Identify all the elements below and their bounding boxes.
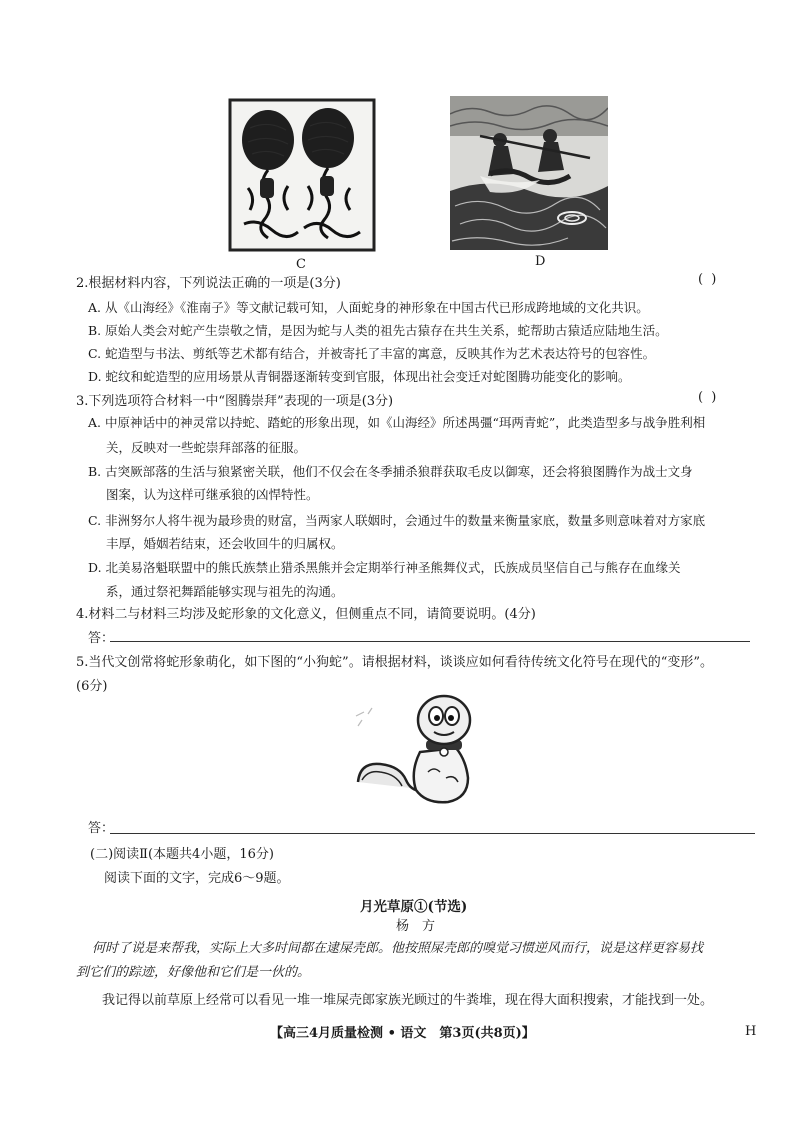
figure-c-label: C <box>296 257 306 272</box>
figure-d-label: D <box>535 254 546 269</box>
article-paragraph-1-line-1: 何时了说是来帮我，实际上大多时间都在逮屎壳郎。他按照屎壳郎的嗅觉习惯逆风而行，说是这样更容易找 <box>92 941 704 956</box>
question-3-option-b-line2: 图案，认为这样可继承狼的凶悍特性。 <box>106 487 319 502</box>
question-2-answer-blank: ( ) <box>698 272 719 287</box>
figure-d-drawing <box>450 96 608 250</box>
question-3-option-d-line2: 系，通过祭祀舞蹈能够实现与祖先的沟通。 <box>106 584 344 599</box>
question-4-stem: 4.材料二与材料三均涉及蛇形象的文化意义，但侧重点不同，请简要说明。(4分) <box>76 607 536 622</box>
question-3-option-c-line2: 丰厚，婚姻若结束，还会收回牛的归属权。 <box>106 536 344 551</box>
cartoon-dog-snake-drawing <box>350 690 490 808</box>
question-3-option-b-line1: B. 古突厥部落的生活与狼紧密关联，他们不仅会在冬季捕杀狼群获取毛皮以御寒，还会将狼图腾作为战士文身 <box>88 464 693 479</box>
question-3-stem: 3.下列选项符合材料一中“图腾崇拜”表现的一项是(3分) <box>76 394 394 409</box>
section-2-instruction: 阅读下面的文字，完成6～9题。 <box>104 871 290 886</box>
question-2-option-b: B. 原始人类会对蛇产生崇敬之情，是因为蛇与人类的祖先古猿存在共生关系，蛇帮助古猿适应陆地生活。 <box>88 323 668 338</box>
question-3-answer-blank: ( ) <box>698 390 719 405</box>
paper-code: H <box>745 1024 757 1039</box>
figure-c-image <box>228 98 376 252</box>
question-3-option-a-line1: A. 中原神话中的神灵常以持蛇、踏蛇的形象出现，如《山海经》所述禺彊“珥两青蛇”，此类造型多与战争胜利相 <box>88 415 706 430</box>
question-5-stem: 5.当代文创常将蛇形象萌化，如下图的“小狗蛇”。请根据材料，谈谈应如何看待传统文化符号在现代的“变形”。 <box>76 655 713 670</box>
question-3-option-c-line1: C. 非洲努尔人将牛视为最珍贵的财富，当两家人联姻时，会通过牛的数量来衡量家底，数量多则意味着对方家底 <box>88 513 706 528</box>
figure-c-drawing <box>228 98 376 252</box>
cartoon-dog-snake-image <box>350 690 490 808</box>
question-5-points: (6分) <box>76 679 108 694</box>
question-5-answer-line[interactable] <box>110 833 755 834</box>
question-4-answer-label: 答： <box>88 631 115 646</box>
question-3-option-d-line1: D. 北美易洛魁联盟中的熊氏族禁止猎杀黑熊并会定期举行神圣熊舞仪式，氏族成员坚信自己与熊存在血缘关 <box>88 560 681 575</box>
question-2-option-c: C. 蛇造型与书法、剪纸等艺术都有结合，并被寄托了丰富的寓意，反映其作为艺术表达符号的包容性。 <box>88 346 656 361</box>
question-2-stem: 2.根据材料内容，下列说法正确的一项是(3分) <box>76 276 341 291</box>
question-2-option-d: D. 蛇纹和蛇造型的应用场景从青铜器逐渐转变到官服，体现出社会变迁对蛇图腾功能变化的影响。 <box>88 369 631 384</box>
question-3-option-a-line2: 关，反映对一些蛇崇拜部落的征服。 <box>106 440 307 455</box>
question-5-answer-label: 答： <box>88 821 115 836</box>
question-2-option-a: A. 从《山海经》《淮南子》等文献记载可知，人面蛇身的神形象在中国古代已形成跨地域的文化共识。 <box>88 300 649 315</box>
article-title: 月光草原①(节选) <box>360 899 468 915</box>
figure-d-image <box>450 96 608 250</box>
question-4-answer-line[interactable] <box>110 641 750 642</box>
article-author: 杨 方 <box>396 919 436 934</box>
page-footer: 【高三4月质量检测 • 语文 第3页(共8页)】 <box>270 1026 535 1041</box>
section-2-heading: (二)阅读Ⅱ(本题共4小题，16分) <box>90 847 274 862</box>
article-paragraph-2-line-1: 我记得以前草原上经常可以看见一堆一堆屎壳郎家族光顾过的牛粪堆，现在得大面积搜索，才能找到一处。 <box>102 993 714 1008</box>
article-paragraph-1-line-2: 到它们的踪迹，好像他和它们是一伙的。 <box>76 965 311 980</box>
